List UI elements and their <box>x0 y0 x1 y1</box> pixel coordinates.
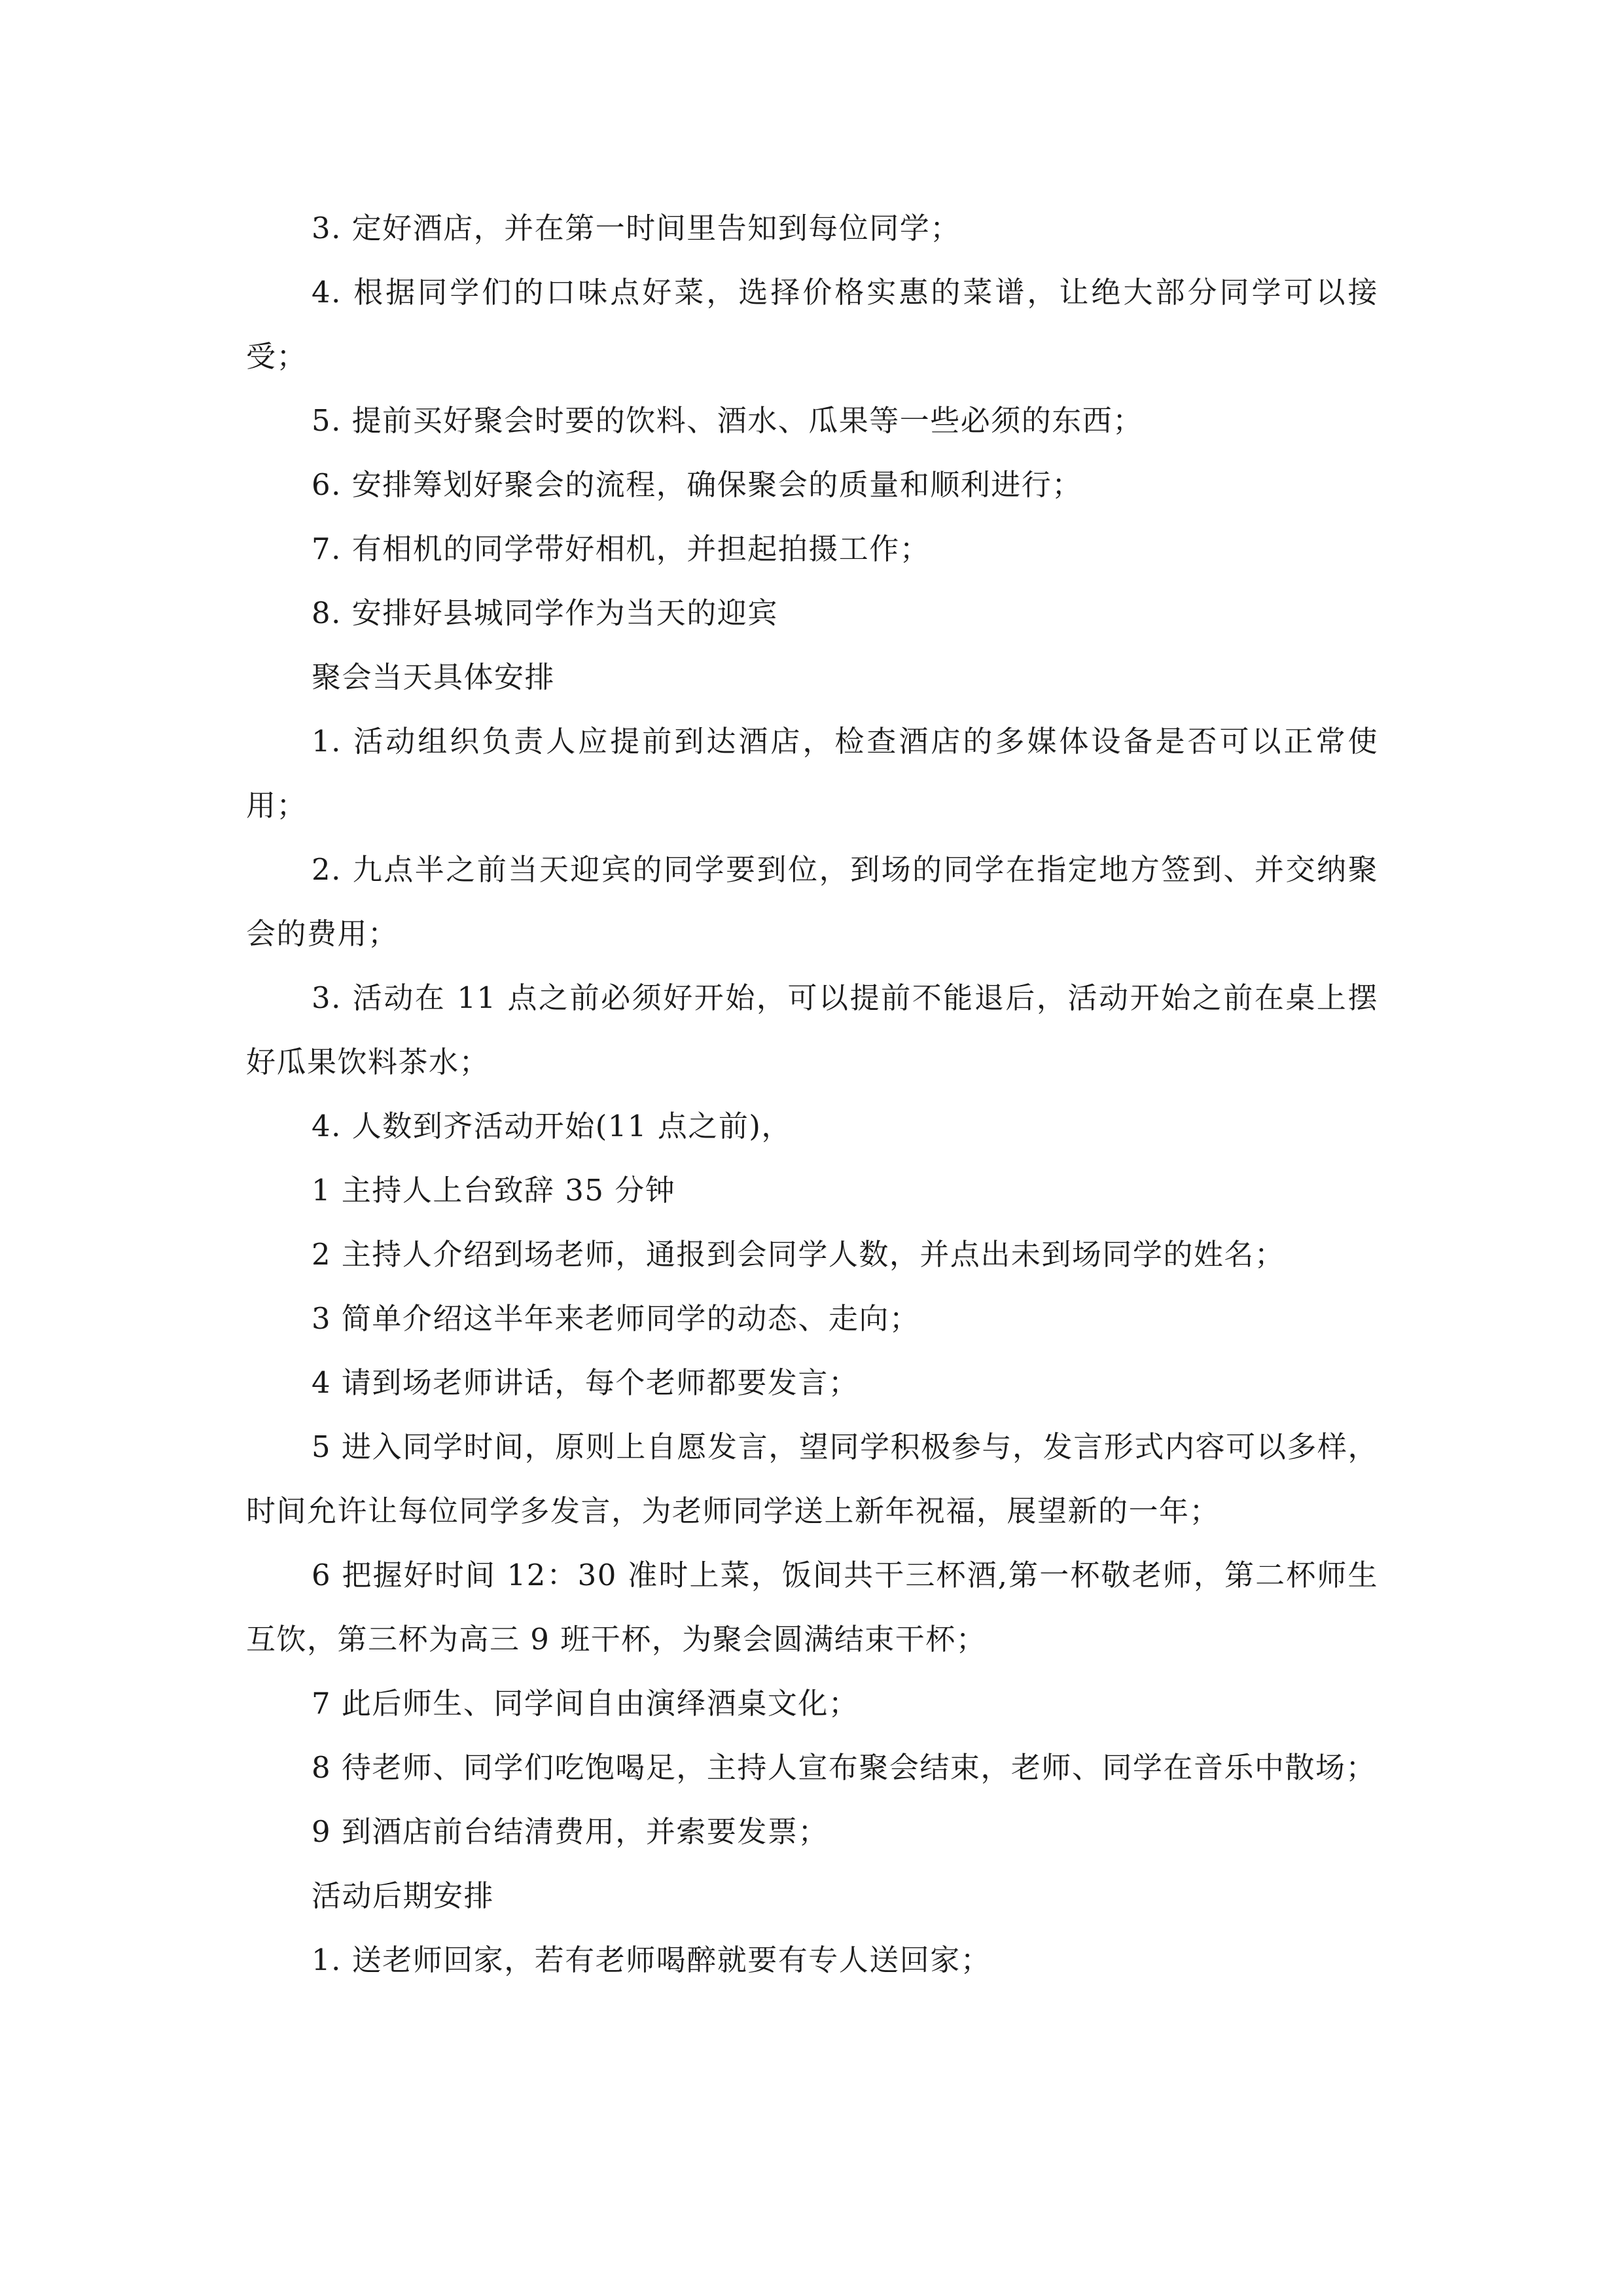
list-item: 8. 安排好县城同学作为当天的迎宾 <box>312 596 778 630</box>
list-item: 4. 根据同学们的口味点好菜，选择价格实惠的菜谱，让绝大部分同学可以接受； <box>246 275 1378 374</box>
document-page <box>246 196 1378 1992</box>
sub-list-item: 4 请到场老师讲话，每个老师都要发言； <box>312 1365 859 1400</box>
sub-list-item: 3 简单介绍这半年来老师同学的动态、走向； <box>312 1301 920 1336</box>
section-heading: 活动后期安排 <box>312 1878 495 1913</box>
list-item: 4. 人数到齐活动开始(11 点之前)， <box>312 1109 792 1143</box>
list-item: 6. 安排筹划好聚会的流程，确保聚会的质量和顺利进行； <box>312 467 1082 502</box>
sub-list-item: 8 待老师、同学们吃饱喝足，主持人宣布聚会结束，老师、同学在音乐中散场； <box>312 1750 1376 1785</box>
sub-list-item: 6 把握好时间 12：30 准时上菜，饭间共干三杯酒,第一杯敬老师，第二杯师生互饮，第三杯为高三 9 班干杯，为聚会圆满结束干杯； <box>246 1558 1378 1657</box>
sub-list-item: 7 此后师生、同学间自由演绎酒桌文化； <box>312 1686 859 1721</box>
list-item: 2. 九点半之前当天迎宾的同学要到位，到场的同学在指定地方签到、并交纳聚会的费用； <box>246 852 1378 951</box>
list-item: 3. 活动在 11 点之前必须好开始，可以提前不能退后，活动开始之前在桌上摆好瓜果饮料茶水； <box>246 980 1378 1079</box>
section-heading: 聚会当天具体安排 <box>312 660 556 694</box>
sub-list-item: 9 到酒店前台结清费用，并索要发票； <box>312 1814 829 1849</box>
sub-list-item: 1 主持人上台致辞 35 分钟 <box>312 1173 676 1208</box>
list-item: 5. 提前买好聚会时要的饮料、酒水、瓜果等一些必须的东西； <box>312 403 1143 438</box>
list-item: 1. 活动组织负责人应提前到达酒店，检查酒店的多媒体设备是否可以正常使用； <box>246 724 1378 823</box>
list-item: 7. 有相机的同学带好相机，并担起拍摄工作； <box>312 531 931 566</box>
sub-list-item: 5 进入同学时间，原则上自愿发言，望同学积极参与，发言形式内容可以多样，时间允许让每位同学多发言，为老师同学送上新年祝福，展望新的一年； <box>246 1429 1378 1528</box>
sub-list-item: 2 主持人介绍到场老师，通报到会同学人数，并点出未到场同学的姓名； <box>312 1237 1285 1272</box>
list-item: 1. 送老师回家，若有老师喝醉就要有专人送回家； <box>312 1943 991 1977</box>
list-item: 3. 定好酒店，并在第一时间里告知到每位同学； <box>312 211 961 245</box>
